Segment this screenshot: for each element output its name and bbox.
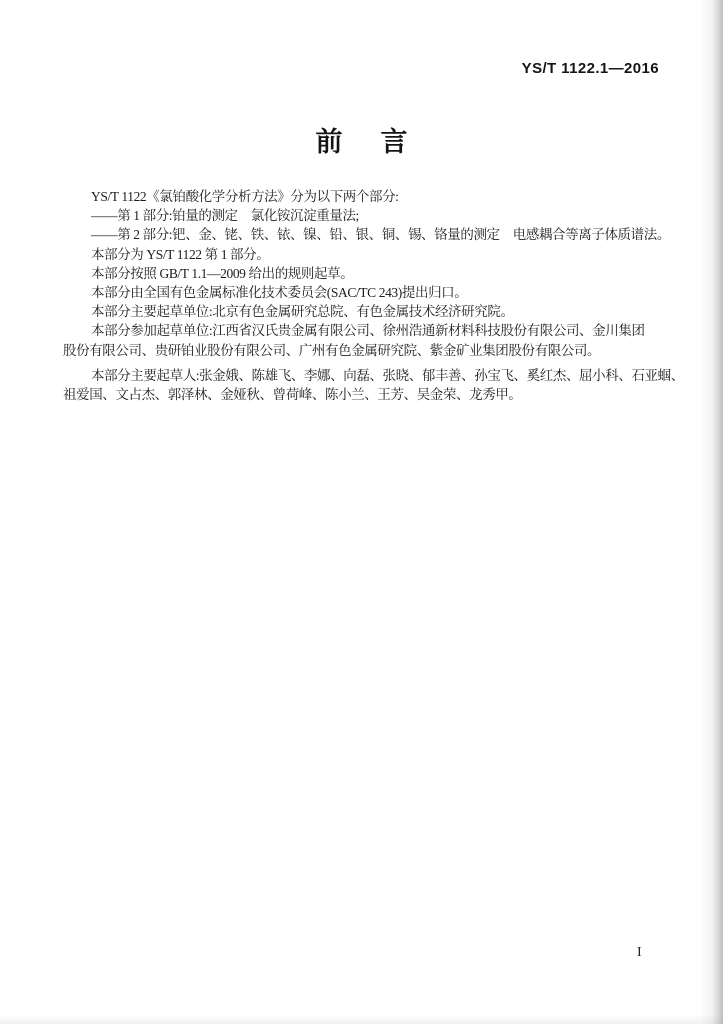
body-line-drafting-rule: 本部分按照 GB/T 1.1—2009 给出的规则起草。 [91, 265, 354, 281]
body-line-committee: 本部分由全国有色金属标准化技术委员会(SAC/TC 243)提出归口。 [91, 285, 468, 301]
body-line-drafters-1: 本部分主要起草人:张金娥、陈雄飞、李娜、向磊、张晓、郁丰善、孙宝飞、奚红杰、屈小科、石亚蝈、 [91, 367, 684, 383]
foreword-body [63, 187, 684, 404]
page-number: I [637, 945, 642, 960]
standard-number-header: YS/T 1122.1—2016 [521, 60, 659, 77]
foreword-title-char-1: 前 [315, 127, 343, 157]
scan-shadow-bottom-edge [0, 1014, 723, 1024]
body-line-drafters-2: 祖爱国、文占杰、郭泽林、金娅秋、曾荷峰、陈小兰、王芳、吴金荣、龙秀甲。 [63, 387, 522, 403]
body-line-part-1: ——第 1 部分:铂量的测定 氯化铵沉淀重量法; [91, 208, 359, 224]
body-line-parts-intro: YS/T 1122《氯铂酸化学分析方法》分为以下两个部分: [91, 189, 399, 204]
body-line-this-part: 本部分为 YS/T 1122 第 1 部分。 [91, 246, 270, 262]
body-line-participating-units-2: 股份有限公司、贵研铂业股份有限公司、广州有色金属研究院、紫金矿业集团股份有限公司。 [63, 342, 601, 358]
foreword-title-char-2: 言 [380, 127, 408, 157]
foreword-title [0, 120, 723, 159]
body-line-part-2: ——第 2 部分:钯、金、铑、铁、铱、镍、铅、银、铜、锡、铬量的测定 电感耦合等离子体质谱法。 [91, 227, 670, 243]
body-line-participating-units-1: 本部分参加起草单位:江西省汉氏贵金属有限公司、徐州浩通新材料科技股份有限公司、金川集团 [91, 323, 645, 339]
body-line-main-drafting-units: 本部分主要起草单位:北京有色金属研究总院、有色金属技术经济研究院。 [91, 304, 514, 320]
